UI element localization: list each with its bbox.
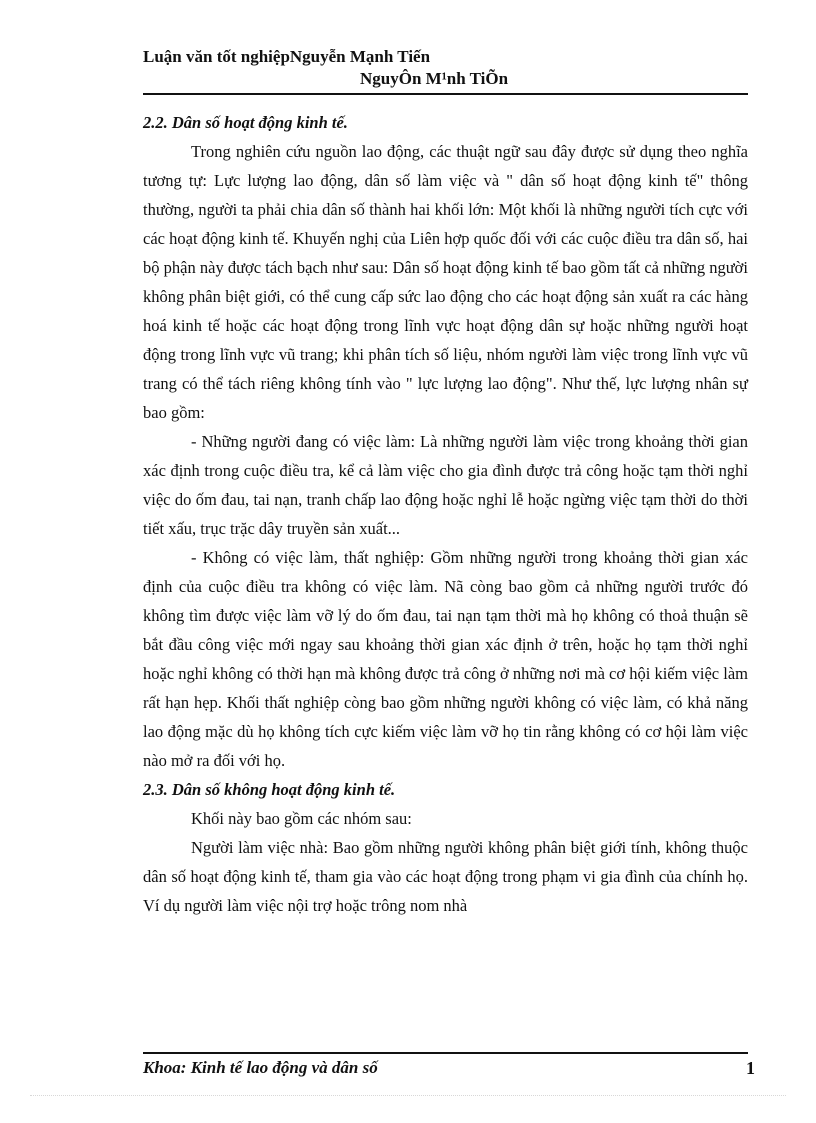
body-paragraph: Trong nghiên cứu nguồn lao động, các thuật ngữ sau đây được sử dụng theo nghĩa tương tự: Lực lượng lao động, dân số làm việc và " dân số hoạt động kinh tế" thông thường, người ta phải chia dân số thành hai khối lớn: Một khối là những người tích cực với các hoạt động kinh tế. Khuyến nghị của Liên hợp quốc đối với các cuộc điều tra dân số, hai bộ phận này được tách bạch như sau: Dân số hoạt động kinh tế bao gồm tất cả những người không phân biệt giới, có thể cung cấp sức lao động cho các hoạt động sản xuất ra các hàng hoá kinh tế hoặc các hoạt động trong lĩnh vực hoạt động dân sự hoặc những người hoạt động trong lĩnh vực vũ trang; khi phân tích số liệu, nhóm người làm việc trong lĩnh vực vũ trang có thể tách riêng không tính vào " lực lượng lao động". Như thế, lực lượng nhân sự bao gồm: [143, 142, 748, 422]
header-thesis-title: Luận văn tốt nghiệpNguyễn Mạnh Tiến [143, 47, 431, 66]
page-bottom-border [30, 1095, 786, 1096]
header-divider [143, 93, 748, 95]
header-author-name: NguyÔn M¹nh TiÕn [360, 69, 509, 88]
page-header [143, 46, 748, 90]
page-footer [143, 1056, 755, 1082]
body-paragraph: - Những người đang có việc làm: Là những người làm việc trong khoảng thời gian xác định trong cuộc điều tra, kể cả làm việc cho gia đình được trả công hoặc tạm thời nghỉ việc do ốm đau, tai nạn, tranh chấp lao động hoặc nghỉ lễ hoặc ngừng việc tạm thời do thời tiết xấu, trục trặc dây truyền sản xuất... [143, 432, 748, 538]
body-paragraph: Người làm việc nhà: Bao gồm những người không phân biệt giới tính, không thuộc dân số hoạt động kinh tế, tham gia vào các hoạt động trong phạm vi gia đình của chính họ. Ví dụ người làm việc nội trợ hoặc trông nom nhà [143, 838, 748, 915]
document-body [143, 108, 748, 920]
page-number: 1 [746, 1058, 755, 1078]
footer-divider [143, 1052, 748, 1054]
section-heading-2-2: 2.2. Dân số hoạt động kinh tế. [143, 113, 348, 132]
body-paragraph: - Không có việc làm, thất nghiệp: Gồm những người trong khoảng thời gian xác định của cuộc điều tra không có việc làm. Nã còng bao gồm cả những người trước đó không tìm được việc làm vỡ lý do ốm đau, tai nạn tạm thời mà họ không có thoả thuận sẽ bắt đầu công việc mới ngay sau khoảng thời gian xác định ở trên, hoặc họ tạm thời nghỉ hoặc nghỉ không có thời hạn mà không được trả công ở những nơi mà cơ hội kiếm việc làm rất hạn hẹp. Khối thất nghiệp còng bao gồm những người không có việc làm, có khả năng lao động mặc dù họ không tích cực kiếm việc làm vỡ họ tin rằng không có cơ hội làm việc nào mở ra đối với họ. [143, 548, 748, 770]
section-heading-2-3: 2.3. Dân số không hoạt động kinh tế. [143, 780, 396, 799]
body-paragraph: Khối này bao gồm các nhóm sau: [191, 809, 412, 828]
footer-faculty-name: Khoa: Kinh tế lao động và dân số [143, 1058, 378, 1077]
